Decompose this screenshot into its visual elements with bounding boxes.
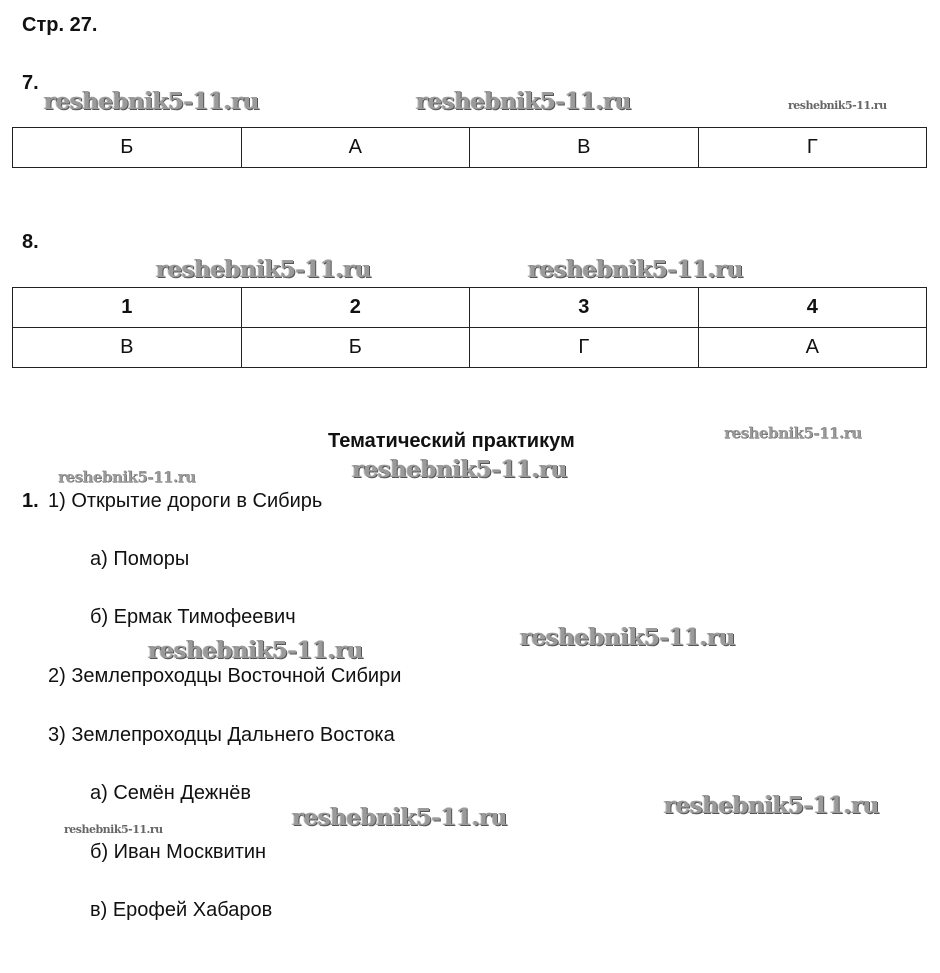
table-header-row [13, 288, 927, 328]
watermark: reshebnik5-11.ru [528, 256, 743, 283]
task-8-number: 8. [22, 231, 39, 253]
table-cell: В [13, 328, 242, 368]
table-cell: Г [470, 328, 699, 368]
task-7-table [12, 127, 927, 168]
watermark: reshebnik5-11.ru [58, 468, 196, 486]
watermark: reshebnik5-11.ru [44, 88, 259, 115]
list-item: б) Ермак Тимофеевич [90, 606, 296, 628]
task-1-number: 1. [22, 490, 39, 512]
watermark: reshebnik5-11.ru [352, 456, 567, 483]
watermark: reshebnik5-11.ru [64, 823, 163, 836]
watermark: reshebnik5-11.ru [416, 88, 631, 115]
list-item: 3) Землепроходцы Дальнего Востока [48, 724, 395, 746]
page-label: Стр. 27. [22, 14, 98, 36]
table-cell: Б [13, 128, 242, 168]
watermark: reshebnik5-11.ru [148, 637, 363, 664]
list-item: 1) Открытие дороги в Сибирь [48, 490, 323, 512]
table-header-cell: 3 [470, 288, 699, 328]
table-cell: Б [241, 328, 470, 368]
task-7-number: 7. [22, 72, 39, 94]
watermark: reshebnik5-11.ru [292, 804, 507, 831]
watermark: reshebnik5-11.ru [788, 99, 887, 112]
watermark: reshebnik5-11.ru [520, 624, 735, 651]
table-cell: В [470, 128, 699, 168]
list-item: а) Семён Дежнёв [90, 782, 251, 804]
list-item: а) Поморы [90, 548, 190, 570]
table-header-cell: 4 [698, 288, 927, 328]
table-cell: А [698, 328, 927, 368]
watermark: reshebnik5-11.ru [724, 424, 862, 442]
table-row [13, 328, 927, 368]
watermark: reshebnik5-11.ru [664, 792, 879, 819]
table-cell: Г [698, 128, 927, 168]
table-row [13, 128, 927, 168]
list-item: б) Иван Москвитин [90, 841, 267, 863]
table-header-cell: 1 [13, 288, 242, 328]
task-8-table [12, 287, 927, 368]
table-cell: А [241, 128, 470, 168]
table-header-cell: 2 [241, 288, 470, 328]
section-title: Тематический практикум [328, 430, 575, 452]
list-item: в) Ерофей Хабаров [90, 899, 273, 921]
list-item: 2) Землепроходцы Восточной Сибири [48, 665, 402, 687]
watermark: reshebnik5-11.ru [156, 256, 371, 283]
